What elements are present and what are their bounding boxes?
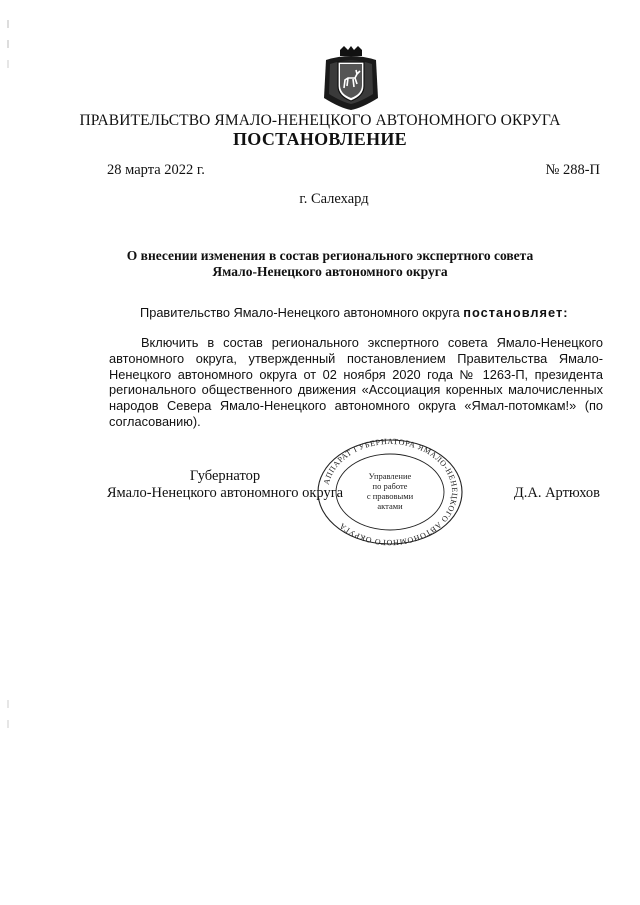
stamp-inner-line-2: по работе — [372, 481, 408, 491]
preamble-keyword: постановляет: — [463, 305, 569, 320]
subject-line-1: О внесении изменения в состав регионального экспертного совета — [126, 248, 534, 263]
document-type-title: ПОСТАНОВЛЕНИЕ — [233, 129, 407, 149]
signatory-name: Д.А. Артюхов — [513, 485, 600, 501]
stamp-inner-line-1: Управление — [368, 471, 412, 481]
resolution-body: Включить в состав регионального экспертного совета Ямало-Ненецкого автономного округа, утвержденный постановлением Правительства Ямало-Ненецкого автономного округа от 02 ноября 2020 года № 1263-П, президента регионального общественного движения «Ассоциация коренных малочисленных народов Севера Ямало-Ненецкого автономного округа «Ямал-потомкам!» (по согласованию). — [109, 335, 603, 429]
stamp-inner-line-4: актами — [377, 501, 403, 511]
government-title: ПРАВИТЕЛЬСТВО ЯМАЛО-НЕНЕЦКОГО АВТОНОМНОГО ОКРУГА — [79, 112, 561, 129]
stamp-inner-line-3: с правовыми — [366, 491, 414, 501]
position-line-1: Губернатор — [189, 468, 261, 484]
official-stamp — [314, 437, 466, 547]
coat-of-arms-emblem — [322, 46, 380, 112]
subject-line-2: Ямало-Ненецкого автономного округа — [212, 264, 448, 279]
preamble-text: Правительство Ямало-Ненецкого автономного округа — [140, 305, 460, 320]
document-number: № 288-П — [545, 162, 600, 178]
signatory-position — [100, 468, 350, 502]
stamp-outer-text: АППАРАТ ГУБЕРНАТОРА ЯМАЛО-НЕНЕЦКОГО АВТОНОМНОГО ОКРУГА — [321, 437, 460, 547]
document-city: г. Салехард — [299, 191, 369, 207]
position-line-2: Ямало-Ненецкого автономного округа — [106, 485, 344, 501]
preamble — [140, 305, 569, 320]
document-subject — [10, 248, 640, 280]
document-date: 28 марта 2022 г. — [107, 162, 205, 178]
